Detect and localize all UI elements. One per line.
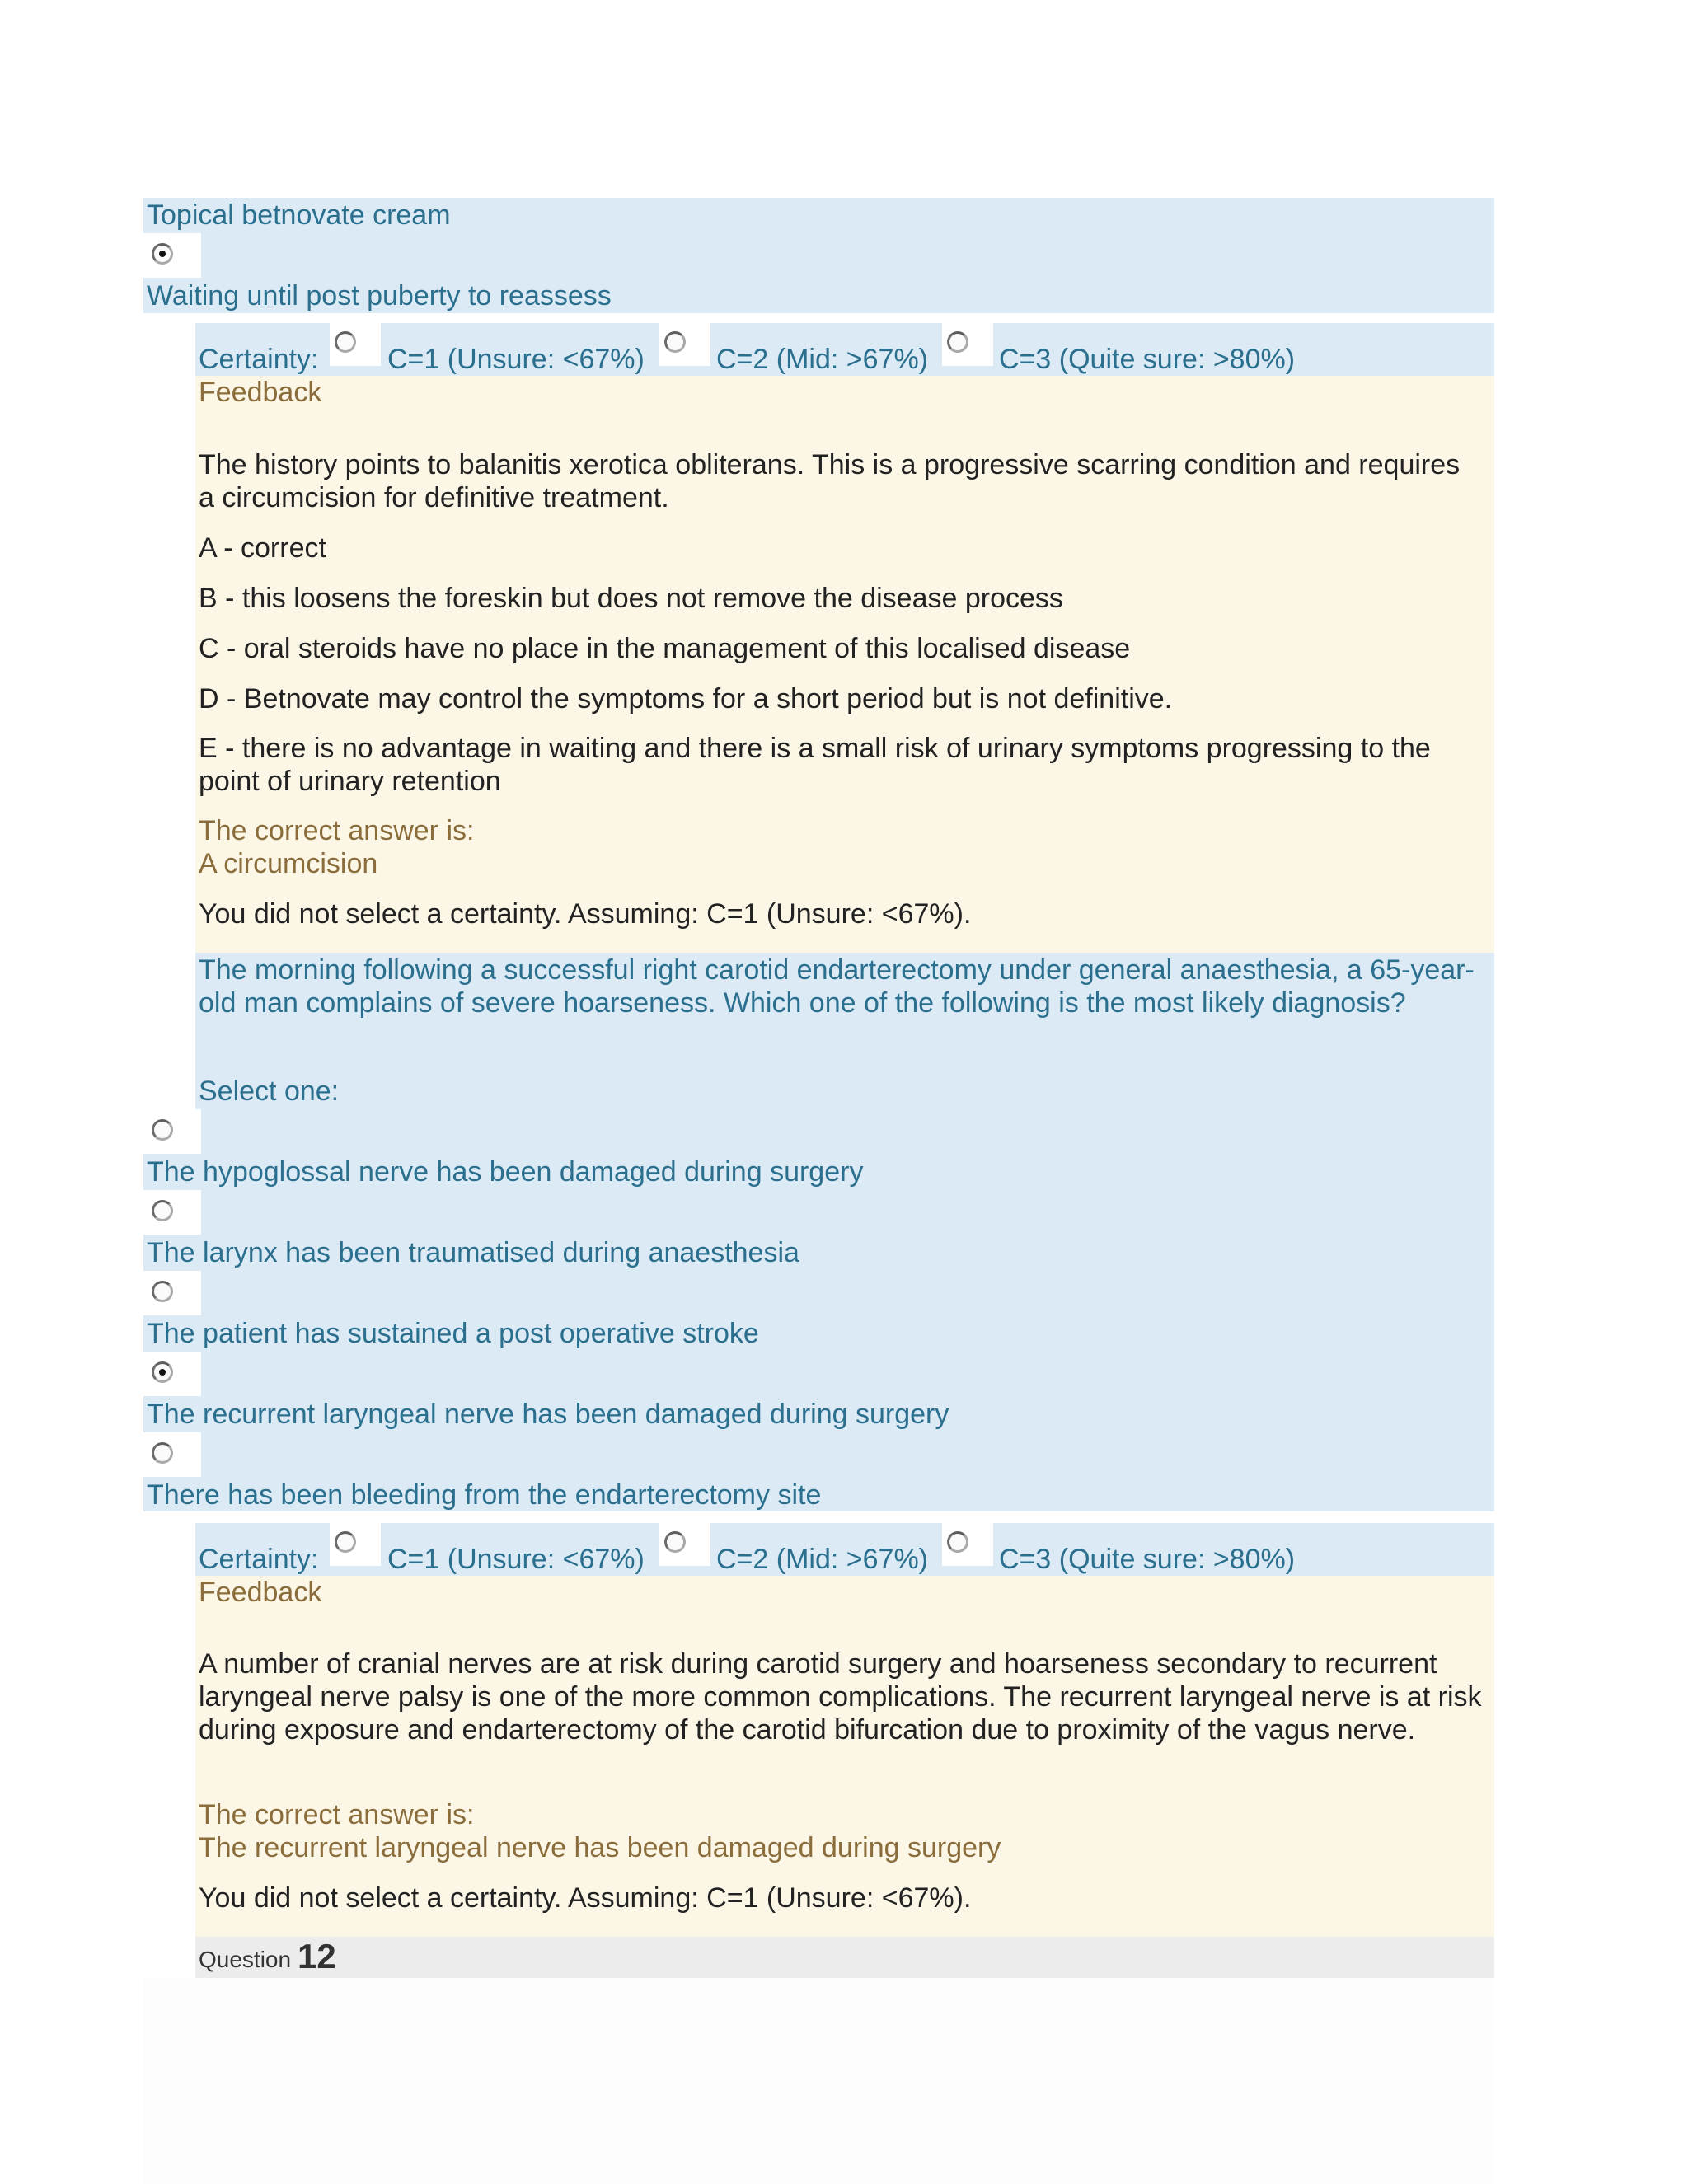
option-radio-box xyxy=(143,1109,201,1154)
radio-selected[interactable] xyxy=(152,243,173,265)
prev-option-label: Topical betnovate cream xyxy=(147,199,451,231)
correct-answer-label: The correct answer is: xyxy=(199,1799,475,1830)
certainty-note: You did not select a certainty. Assuming: C=1 (Unsure: <67%). xyxy=(199,898,972,930)
radio-selected[interactable] xyxy=(152,1361,173,1383)
question-number: 12 xyxy=(298,1937,336,1975)
certainty-radio-c2[interactable] xyxy=(664,331,686,353)
feedback-paragraph: C - oral steroids have no place in the management of this localised disease xyxy=(199,633,1131,664)
option-radio-box xyxy=(143,1190,201,1235)
feedback-paragraph: E - there is no advantage in waiting and there is a small risk of urinary symptoms progressing to the point of urinary retention xyxy=(199,733,1431,797)
feedback-paragraph: The history points to balanitis xerotica obliterans. This is a progressive scarring condition and requires a circumcision for definitive treatment. xyxy=(199,449,1461,513)
certainty-radio-c3[interactable] xyxy=(947,331,968,353)
certainty-radio-box xyxy=(942,323,993,366)
certainty-label: Certainty: xyxy=(199,344,319,375)
option-radio-box xyxy=(143,1352,201,1396)
option-label: The recurrent laryngeal nerve has been damaged during surgery xyxy=(147,1399,950,1430)
option-radio-box xyxy=(143,1271,201,1315)
certainty-option-c3: C=3 (Quite sure: >80%) xyxy=(999,344,1296,375)
feedback-paragraph: A - correct xyxy=(199,532,326,564)
radio-unselected[interactable] xyxy=(152,1281,173,1302)
question-header xyxy=(195,1937,1494,1978)
prev-option-radio-box xyxy=(143,233,201,278)
certainty-option-c2: C=2 (Mid: >67%) xyxy=(716,344,928,375)
feedback-paragraph: A number of cranial nerves are at risk during carotid surgery and hoarseness secondary to recurrent laryngeal nerve palsy is one of the more common complications. The recurrent laryngeal nerve is at risk during exposure and endarterectomy of the carotid bifurcation due to proximity of the vagus nerve. xyxy=(199,1648,1482,1746)
page-background-shade xyxy=(143,1978,1494,2184)
radio-unselected[interactable] xyxy=(152,1119,173,1141)
question-label: Question xyxy=(199,1947,292,1972)
certainty-radio-c1[interactable] xyxy=(335,1531,356,1553)
correct-answer: The recurrent laryngeal nerve has been damaged during surgery xyxy=(199,1832,1001,1863)
feedback-paragraph: B - this loosens the foreskin but does not remove the disease process xyxy=(199,583,1063,614)
radio-unselected[interactable] xyxy=(152,1200,173,1221)
feedback-paragraph: D - Betnovate may control the symptoms for a short period but is not definitive. xyxy=(199,683,1173,715)
select-one-label: Select one: xyxy=(199,1076,340,1107)
correct-answer-label: The correct answer is: xyxy=(199,815,475,846)
certainty-note: You did not select a certainty. Assuming: C=1 (Unsure: <67%). xyxy=(199,1882,972,1914)
certainty-option-c1: C=1 (Unsure: <67%) xyxy=(387,344,645,375)
question-text: The morning following a successful right carotid endarterectomy under general anaesthesia, a 65-year-old man complains of severe hoarseness. Which one of the following is the most likely diagnosis? xyxy=(199,954,1475,1019)
certainty-radio-c2[interactable] xyxy=(664,1531,686,1553)
certainty-radio-box xyxy=(659,1523,710,1566)
feedback-heading: Feedback xyxy=(199,1577,322,1608)
certainty-option-c1: C=1 (Unsure: <67%) xyxy=(387,1544,645,1575)
option-label: The patient has sustained a post operative stroke xyxy=(147,1318,759,1349)
certainty-radio-box xyxy=(942,1523,993,1566)
certainty-radio-box xyxy=(659,323,710,366)
option-radio-box xyxy=(143,1432,201,1477)
certainty-label: Certainty: xyxy=(199,1544,319,1575)
option-label: The larynx has been traumatised during anaesthesia xyxy=(147,1237,799,1268)
certainty-option-c2: C=2 (Mid: >67%) xyxy=(716,1544,928,1575)
certainty-radio-c3[interactable] xyxy=(947,1531,968,1553)
option-label: There has been bleeding from the endarterectomy site xyxy=(147,1479,822,1511)
radio-unselected[interactable] xyxy=(152,1442,173,1464)
feedback-heading: Feedback xyxy=(199,377,322,408)
certainty-option-c3: C=3 (Quite sure: >80%) xyxy=(999,1544,1296,1575)
certainty-radio-box xyxy=(330,1523,381,1566)
option-label: The hypoglossal nerve has been damaged during surgery xyxy=(147,1156,864,1188)
prev-option-label: Waiting until post puberty to reassess xyxy=(147,280,612,312)
certainty-radio-box xyxy=(330,323,381,366)
correct-answer: A circumcision xyxy=(199,848,378,879)
certainty-radio-c1[interactable] xyxy=(335,331,356,353)
